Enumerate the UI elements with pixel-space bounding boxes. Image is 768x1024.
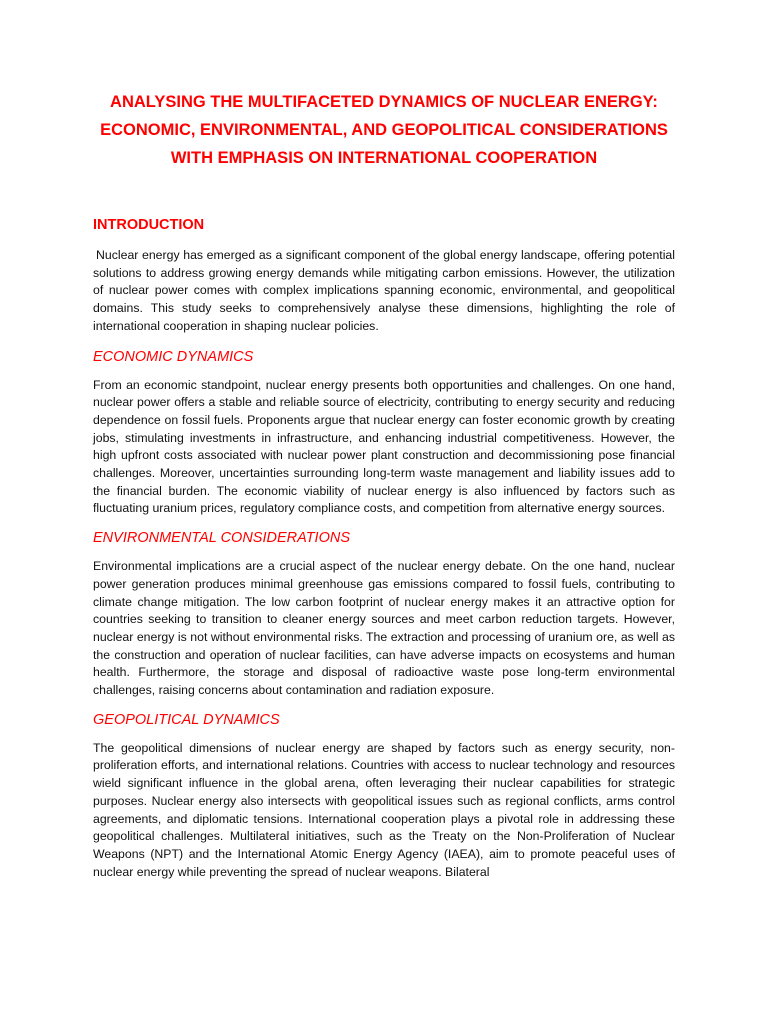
geopolitical-dynamics-heading: GEOPOLITICAL DYNAMICS (93, 711, 280, 728)
document-title: ANALYSING THE MULTIFACETED DYNAMICS OF NUCLEAR ENERGY: ECONOMIC, ENVIRONMENTAL, AND GEOPOLITICAL CONSIDERATIONS WITH EMPHASIS ON INTERNATIONAL COOPERATION (100, 93, 668, 167)
economic-dynamics-paragraph: From an economic standpoint, nuclear energy presents both opportunities and challenges. On one hand, nuclear power offers a stable and reliable source of electricity, contributing to energy security and reducing dependence on fossil fuels. Proponents argue that nuclear energy can foster economic growth by creating jobs, stimulating investments in infrastructure, and enhancing industrial competitiveness. However, the high upfront costs associated with nuclear power plant construction and decommissioning pose financial challenges. Moreover, uncertainties surrounding long-term waste management and liability issues add to the financial burden. The economic viability of nuclear energy is also influenced by factors such as fluctuating uranium prices, regulatory compliance costs, and competition from alternative energy sources. (93, 377, 675, 516)
environmental-considerations-paragraph: Environmental implications are a crucial aspect of the nuclear energy debate. On the one hand, nuclear power generation produces minimal greenhouse gas emissions compared to fossil fuels, contributing to climate change mitigation. The low carbon footprint of nuclear energy makes it an attractive option for countries seeking to transition to cleaner energy sources and meet carbon reduction targets. However, nuclear energy is not without environmental risks. The extraction and processing of uranium ore, as well as the construction and operation of nuclear facilities, can have adverse impacts on ecosystems and human health. Furthermore, the storage and disposal of radioactive waste pose long-term environmental challenges, raising concerns about contamination and radiation exposure. (93, 559, 675, 698)
environmental-considerations-heading: ENVIRONMENTAL CONSIDERATIONS (93, 530, 351, 547)
document-page (93, 88, 675, 881)
introduction-heading: INTRODUCTION (93, 217, 205, 233)
economic-dynamics-heading: ECONOMIC DYNAMICS (93, 348, 254, 365)
geopolitical-dynamics-paragraph: The geopolitical dimensions of nuclear energy are shaped by factors such as energy security, non-proliferation efforts, and international relations. Countries with access to nuclear technology and resources wield significant influence in the global arena, often leveraging their nuclear capabilities for strategic purposes. Nuclear energy also intersects with geopolitical issues such as regional conflicts, arms control agreements, and diplomatic tensions. International cooperation plays a pivotal role in addressing these geopolitical challenges. Multilateral initiatives, such as the Treaty on the Non-Proliferation of Nuclear Weapons (NPT) and the International Atomic Energy Agency (IAEA), aim to promote peaceful uses of nuclear energy while preventing the spread of nuclear weapons. Bilateral (93, 740, 675, 879)
introduction-paragraph: Nuclear energy has emerged as a significant component of the global energy landscape, offering potential solutions to address growing energy demands while mitigating carbon emissions. However, the utilization of nuclear power comes with complex implications spanning economic, environmental, and geopolitical domains. This study seeks to comprehensively analyse these dimensions, highlighting the role of international cooperation in shaping nuclear policies. (93, 248, 675, 333)
